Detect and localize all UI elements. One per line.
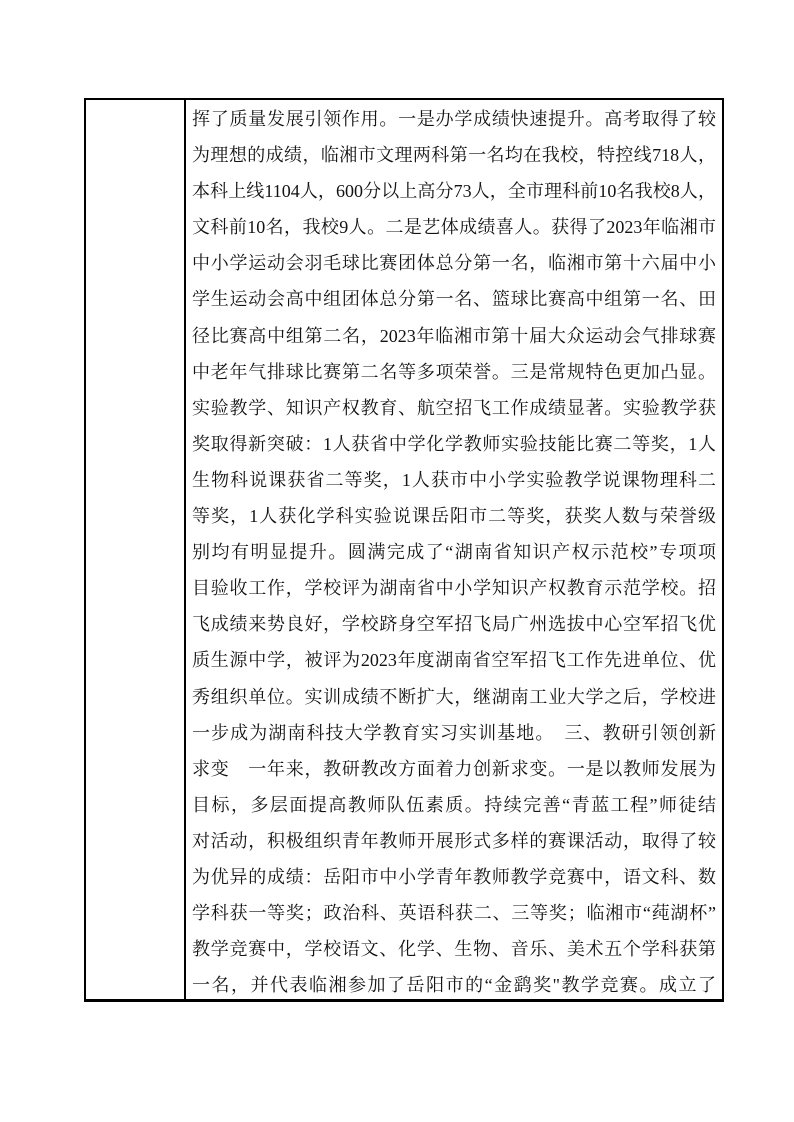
text-line: 文科前10名，我校9人。二是艺体成绩喜人。获得了2023年临湘市 xyxy=(192,217,716,238)
text-line: 为优异的成绩：岳阳市中小学青年教师教学竞赛中，语文科、数 xyxy=(192,866,716,887)
text-line: 等奖，1人获化学科实验说课岳阳市二等奖，获奖人数与荣誉级 xyxy=(192,506,716,527)
text-line: 中小学运动会羽毛球比赛团体总分第一名，临湘市第十六届中小 xyxy=(192,253,716,274)
text-line: 中老年气排球比赛第二名等多项荣誉。三是常规特色更加凸显。 xyxy=(192,361,716,382)
text-line: 质生源中学，被评为2023年度湖南省空军招飞工作先进单位、优 xyxy=(192,650,716,671)
text-line: 为理想的成绩，临湘市文理两科第一名均在我校，特控线718人， xyxy=(192,145,716,166)
text-line: 目验收工作，学校评为湖南省中小学知识产权教育示范学校。招 xyxy=(192,578,716,599)
text-line: 教学竞赛中，学校语文、化学、生物、音乐、美术五个学科获第 xyxy=(192,939,716,960)
text-line: 径比赛高中组第二名，2023年临湘市第十届大众运动会气排球赛 xyxy=(192,325,716,346)
text-line: 学生运动会高中组团体总分第一名、篮球比赛高中组第一名、田 xyxy=(192,289,716,310)
text-line: 对活动，积极组织青年教师开展形式多样的赛课活动，取得了较 xyxy=(192,830,716,851)
text-line: 求变 一年来，教研教改方面着力创新求变。一是以教师发展为 xyxy=(192,758,716,779)
text-line: 飞成绩来势良好，学校跻身空军招飞局广州选拔中心空军招飞优 xyxy=(192,614,716,635)
table-left-cell xyxy=(86,100,186,999)
report-table xyxy=(84,98,724,1002)
text-line: 目标，多层面提高教师队伍素质。持续完善“青蓝工程”师徒结 xyxy=(192,794,716,815)
text-line: 一名，并代表临湘参加了岳阳市的“金鹞奖"教学竞赛。成立了 xyxy=(192,975,716,996)
text-line: 挥了质量发展引领作用。一是办学成绩快速提升。高考取得了较 xyxy=(192,109,716,129)
text-line: 一步成为湖南科技大学教育实习实训基地。 三、教研引领创新 xyxy=(192,722,716,743)
table-text-cell xyxy=(186,100,722,999)
text-line: 学科获一等奖；政治科、英语科获二、三等奖；临湘市“莼湖杯” xyxy=(192,903,716,924)
text-line: 本科上线1104人，600分以上高分73人，全市理科前10名我校8人， xyxy=(192,181,716,202)
text-line: 生物科说课获省二等奖，1人获市中小学实验教学说课物理科二 xyxy=(192,469,716,490)
text-line: 实验教学、知识产权教育、航空招飞工作成绩显著。实验教学获 xyxy=(192,397,716,418)
text-line: 奖取得新突破：1人获省中学化学教师实验技能比赛二等奖，1人 xyxy=(192,433,716,454)
text-line: 秀组织单位。实训成绩不断扩大，继湖南工业大学之后，学校进 xyxy=(192,686,716,707)
text-line: 别均有明显提升。圆满完成了“湖南省知识产权示范校”专项项 xyxy=(192,542,716,563)
